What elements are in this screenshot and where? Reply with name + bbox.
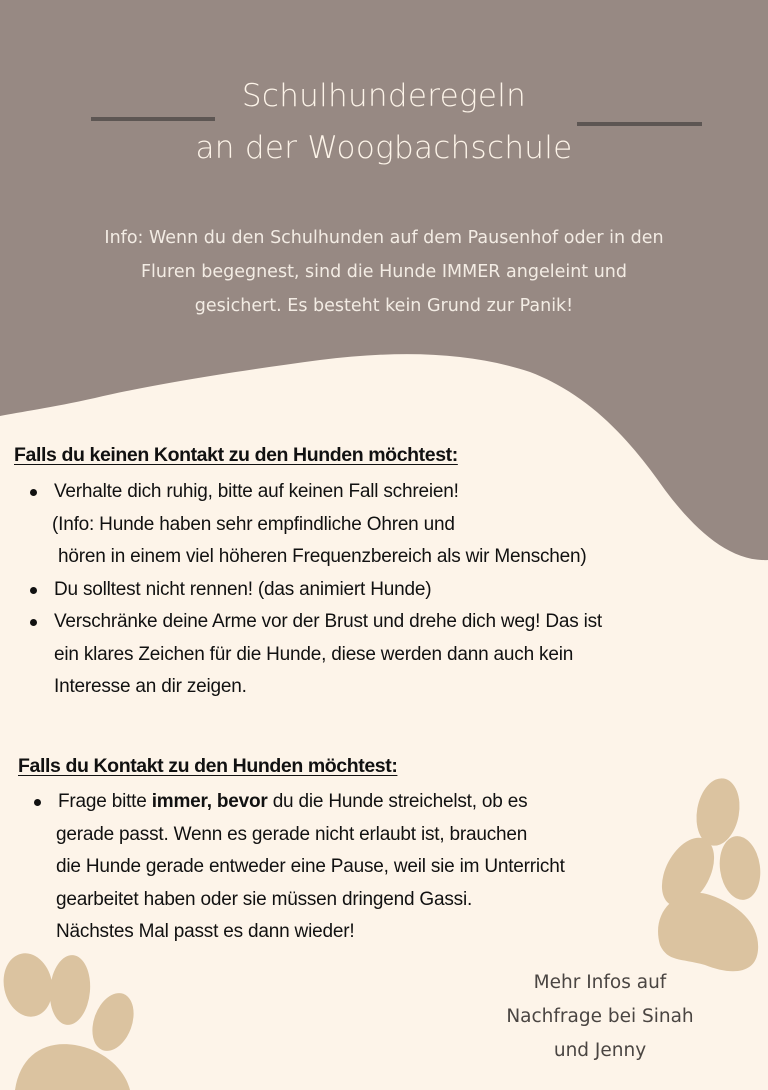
section-heading-no-contact: Falls du keinen Kontakt zu den Hunden möchtest: xyxy=(14,444,458,466)
bullet-dot xyxy=(30,619,37,626)
list-item-text: Verhalte dich ruhig, bitte auf keinen Fall schreien! xyxy=(54,481,459,502)
list-item-text: Verschränke deine Arme vor der Brust und drehe dich weg! Das ist xyxy=(54,611,602,632)
section-heading-contact: Falls du Kontakt zu den Hunden möchtest: xyxy=(18,755,398,777)
emphasis-text: immer, bevor xyxy=(151,791,268,812)
list-item xyxy=(30,476,765,574)
info-line: Fluren begegnest, sind die Hunde IMMER angeleint und xyxy=(140,262,628,282)
list-item xyxy=(30,574,765,607)
footer-line: Nachfrage bei Sinah xyxy=(506,1006,694,1027)
list-item-text: Frage bitte immer, bevor du die Hunde streichelst, ob es xyxy=(58,791,528,812)
bullet-dot xyxy=(30,587,37,594)
info-line: Info: Wenn du den Schulhunden auf dem Pausenhof oder in den xyxy=(104,228,664,248)
page-subtitle: an der Woogbachschule xyxy=(195,130,573,166)
title-decoration-line-left xyxy=(91,117,215,121)
info-text xyxy=(60,221,708,323)
list-item-text: (Info: Hunde haben sehr empfindliche Ohren und xyxy=(52,513,455,535)
footer-line: und Jenny xyxy=(553,1040,647,1061)
bullet-dot xyxy=(34,799,41,806)
paw-print-icon xyxy=(0,949,141,1090)
contact-rules-list xyxy=(34,786,734,949)
list-item-text: Du solltest nicht rennen! (das animiert Hunde) xyxy=(54,578,432,600)
list-item-text: Interesse an dir zeigen. xyxy=(54,676,247,697)
title-decoration-line-right xyxy=(577,122,702,126)
list-item-text: hören in einem viel höheren Frequenzbereich als wir Menschen) xyxy=(58,546,587,567)
list-item-text: Nächstes Mal passt es dann wieder! xyxy=(56,921,355,942)
list-item-text: ein klares Zeichen für die Hunde, diese werden dann auch kein xyxy=(54,643,574,665)
footer-contact-note xyxy=(470,966,730,1068)
list-item-text: gerade passt. Wenn es gerade nicht erlaubt ist, brauchen xyxy=(56,823,528,845)
info-line: gesichert. Es besteht kein Grund zur Panik! xyxy=(194,296,574,316)
footer-line: Mehr Infos auf xyxy=(533,972,667,993)
page-title: Schulhunderegeln xyxy=(241,78,527,114)
bullet-dot xyxy=(30,489,37,496)
list-item-text: die Hunde gerade entweder eine Pause, weil sie im Unterricht xyxy=(56,856,565,877)
list-item-text: gearbeitet haben oder sie müssen dringend Gassi. xyxy=(56,888,473,910)
list-item xyxy=(34,786,734,949)
no-contact-rules-list xyxy=(30,476,765,704)
list-item xyxy=(30,606,765,704)
